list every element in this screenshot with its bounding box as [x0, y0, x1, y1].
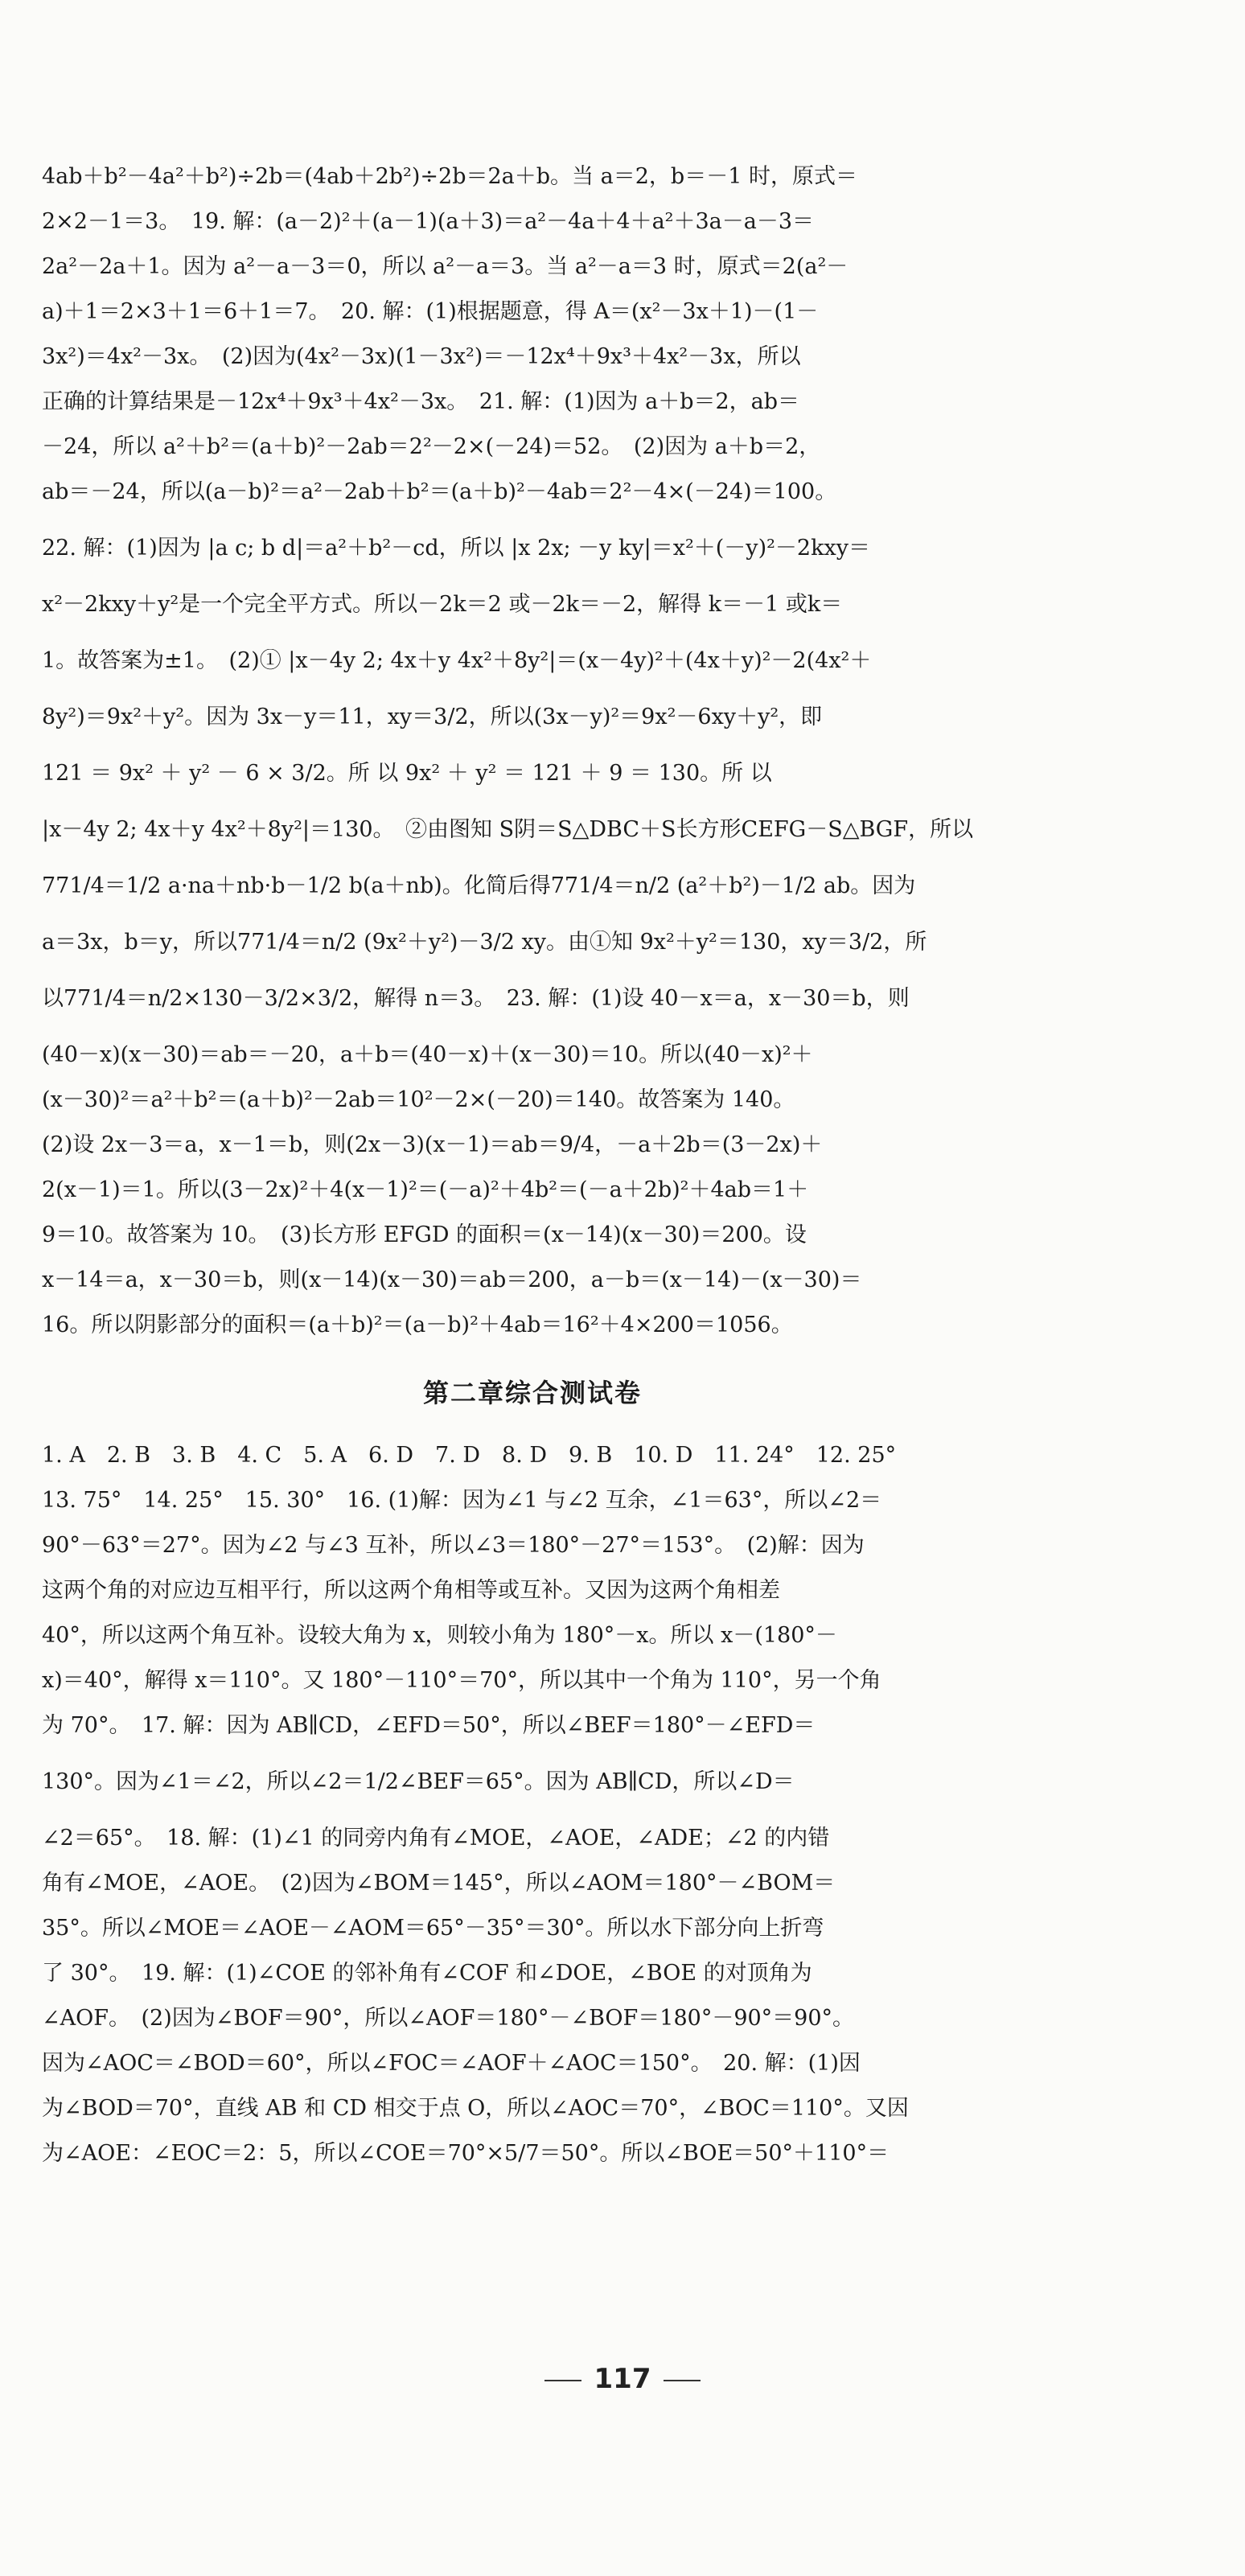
text-line: 2(x－1)＝1。所以(3－2x)²＋4(x－1)²＝(－a)²＋4b²＝(－a＋2b)²＋4ab＝1＋ [42, 1178, 809, 1202]
page-number [0, 2363, 1245, 2395]
text-line: 角有∠MOE，∠AOE。 (2)因为∠BOM＝145°，所以∠AOM＝180°－∠BOM＝ [42, 1871, 836, 1896]
page-number-text: 117 [594, 2363, 651, 2395]
text-line: 为∠BOD＝70°，直线 AB 和 CD 相交于点 O，所以∠AOC＝70°，∠BOC＝110°。又因 [42, 2097, 909, 2121]
chapter-heading: 第二章综合测试卷 [422, 1378, 642, 1408]
text-line: 因为∠AOC＝∠BOD＝60°，所以∠FOC＝∠AOF＋∠AOC＝150°。 20. 解：(1)因 [42, 2052, 861, 2076]
text-line: a＝3x，b＝y，所以771/4＝n/2 (9x²＋y²)－3/2 xy。由①知 9x²＋y²＝130，xy＝3/2，所 [42, 931, 927, 955]
text-line: 16。所以阴影部分的面积＝(a＋b)²＝(a－b)²＋4ab＝16²＋4×200＝1056。 [42, 1313, 793, 1337]
text-line: 121 ＝ 9x² ＋ y² － 6 × 3/2。所 以 9x² ＋ y² ＝ 121 ＋ 9 ＝ 130。所 以 [42, 762, 772, 786]
text-line: 8y²)＝9x²＋y²。因为 3x－y＝11，xy＝3/2，所以(3x－y)²＝9x²－6xy＋y²，即 [42, 705, 823, 729]
text-line: 正确的计算结果是－12x⁴＋9x³＋4x²－3x。 21. 解：(1)因为 a＋b＝2，ab＝ [42, 390, 800, 414]
text-line: 9＝10。故答案为 10。 (3)长方形 EFGD 的面积＝(x－14)(x－30)＝200。设 [42, 1223, 807, 1247]
text-line: 为∠AOE：∠EOC＝2：5，所以∠COE＝70°×5/7＝50°。所以∠BOE＝50°＋110°＝ [42, 2142, 890, 2166]
text-line: 以771/4＝n/2×130－3/2×3/2，解得 n＝3。 23. 解：(1)设 40－x＝a，x－30＝b，则 [42, 987, 910, 1011]
section-continued-answers [42, 165, 1023, 1337]
text-line: 2×2－1＝3。 19. 解：(a－2)²＋(a－1)(a＋3)＝a²－4a＋4＋a²＋3a－a－3＝ [42, 210, 815, 234]
dash-left [544, 2380, 581, 2381]
text-line: 2a²－2a＋1。因为 a²－a－3＝0，所以 a²－a＝3。当 a²－a＝3 时，原式＝2(a²－ [42, 255, 848, 279]
answer-text [42, 165, 1023, 2187]
text-line: x²－2kxy＋y²是一个完全平方式。所以－2k＝2 或－2k＝－2，解得 k＝－1 或k＝ [42, 593, 843, 617]
text-line: x)＝40°，解得 x＝110°。又 180°－110°＝70°，所以其中一个角为 110°，另一个角 [42, 1669, 881, 1693]
text-line: ∠2＝65°。 18. 解：(1)∠1 的同旁内角有∠MOE，∠AOE，∠ADE；∠2 的内错 [42, 1826, 830, 1851]
text-line: (x－30)²＝a²＋b²＝(a＋b)²－2ab＝10²－2×(－20)＝140。故答案为 140。 [42, 1088, 795, 1112]
text-line: 13. 75° 14. 25° 15. 30° 16. (1)解：因为∠1 与∠2 互余，∠1＝63°，所以∠2＝ [42, 1489, 882, 1513]
text-line: (40－x)(x－30)＝ab＝－20，a＋b＝(40－x)＋(x－30)＝10。所以(40－x)²＋ [42, 1043, 813, 1067]
text-line: 4ab＋b²－4a²＋b²)÷2b＝(4ab＋2b²)÷2b＝2a＋b。当 a＝2，b＝－1 时，原式＝ [42, 165, 857, 189]
text-line: 22. 解：(1)因为 |a c; b d|＝a²＋b²－cd，所以 |x 2x; －y ky|＝x²＋(－y)²－2kxy＝ [42, 536, 870, 561]
text-line: (2)设 2x－3＝a，x－1＝b，则(2x－3)(x－1)＝ab＝9/4，－a＋2b＝(3－2x)＋ [42, 1133, 823, 1157]
text-line: －24，所以 a²＋b²＝(a＋b)²－2ab＝2²－2×(－24)＝52。 (2)因为 a＋b＝2， [42, 435, 821, 459]
section-chapter2-answers [42, 1444, 1023, 2166]
text-line: 了 30°。 19. 解：(1)∠COE 的邻补角有∠COF 和∠DOE，∠BOE 的对顶角为 [42, 1962, 812, 1986]
text-line: 130°。因为∠1＝∠2，所以∠2＝1/2∠BEF＝65°。因为 AB∥CD，所以∠D＝ [42, 1770, 795, 1794]
text-line: 1. A 2. B 3. B 4. C 5. A 6. D 7. D 8. D 9. B 10. D 11. 24° 12. 25° [42, 1444, 897, 1468]
text-line: a)＋1＝2×3＋1＝6＋1＝7。 20. 解：(1)根据题意，得 A＝(x²－3x＋1)－(1－ [42, 300, 819, 324]
text-line: 为 70°。 17. 解：因为 AB∥CD，∠EFD＝50°，所以∠BEF＝180°－∠EFD＝ [42, 1714, 816, 1738]
text-line: 771/4＝1/2 a·na＋nb·b－1/2 b(a＋nb)。化简后得771/4＝n/2 (a²＋b²)－1/2 ab。因为 [42, 874, 916, 898]
dash-right [664, 2380, 701, 2381]
text-line: 90°－63°＝27°。因为∠2 与∠3 互补，所以∠3＝180°－27°＝153°。 (2)解：因为 [42, 1534, 865, 1558]
text-line: 3x²)＝4x²－3x。 (2)因为(4x²－3x)(1－3x²)＝－12x⁴＋9x³＋4x²－3x，所以 [42, 345, 801, 369]
text-line: 1。故答案为±1。 (2)① |x－4y 2; 4x＋y 4x²＋8y²|＝(x－4y)²＋(4x＋y)²－2(4x²＋ [42, 649, 872, 673]
text-line: ab＝－24，所以(a－b)²＝a²－2ab＋b²＝(a＋b)²－4ab＝2²－4×(－24)＝100。 [42, 480, 837, 504]
text-line: |x－4y 2; 4x＋y 4x²＋8y²|＝130。 ②由图知 S阴＝S△DBC＋S长方形CEFG－S△BGF，所以 [42, 818, 974, 842]
text-line: 40°，所以这两个角互补。设较大角为 x，则较小角为 180°－x。所以 x－(180°－ [42, 1624, 837, 1648]
text-line: ∠AOF。 (2)因为∠BOF＝90°，所以∠AOF＝180°－∠BOF＝180°－90°＝90°。 [42, 2007, 855, 2031]
text-line: 35°。所以∠MOE＝∠AOE－∠AOM＝65°－35°＝30°。所以水下部分向上折弯 [42, 1917, 824, 1941]
text-line: 这两个角的对应边互相平行，所以这两个角相等或互补。又因为这两个角相差 [42, 1579, 780, 1603]
text-line: x－14＝a，x－30＝b，则(x－14)(x－30)＝ab＝200，a－b＝(x－14)－(x－30)＝ [42, 1268, 862, 1292]
